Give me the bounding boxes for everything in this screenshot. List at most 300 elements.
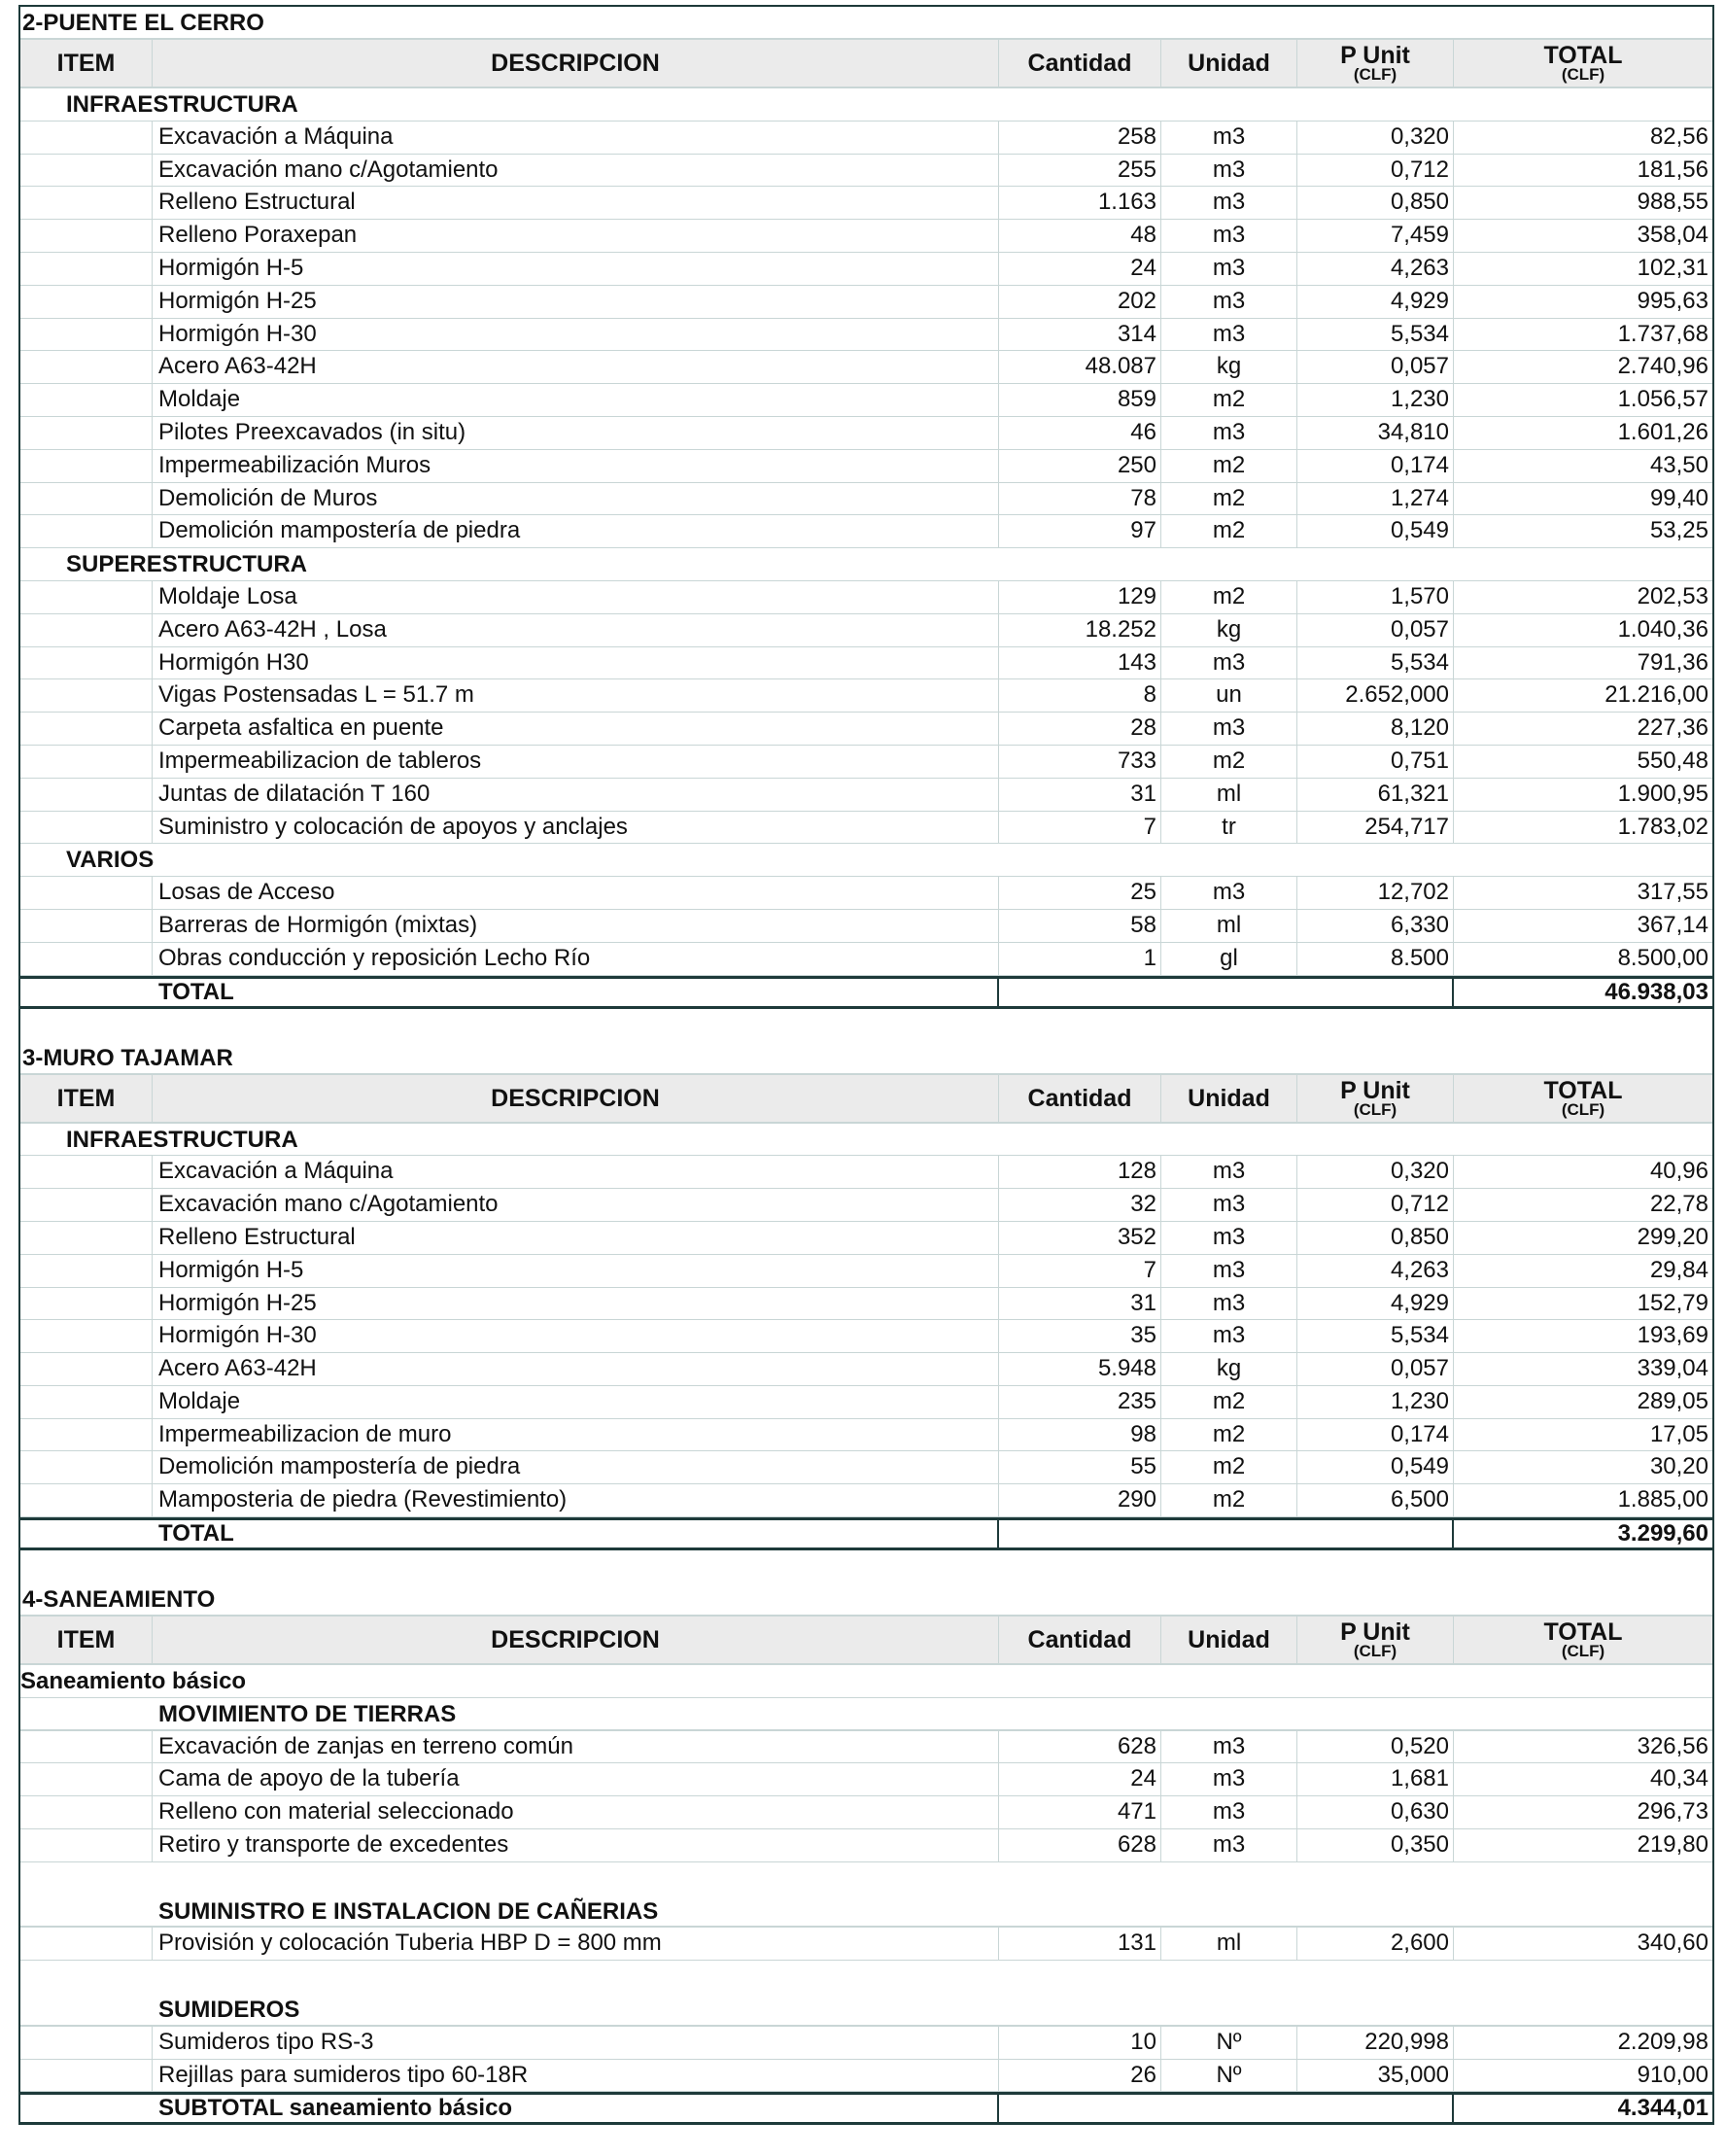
quantity-cell: 97 (999, 515, 1161, 547)
item-cell (20, 384, 153, 416)
total-cell: 30,20 (1649, 1453, 1708, 1480)
table-row (20, 1451, 1712, 1484)
header-punit-currency: (CLF) (1353, 65, 1397, 84)
total-value: 4.344,01 (1617, 2095, 1708, 2122)
unit-cell: ml (1161, 910, 1297, 942)
unit-price-cell: 1,274 (1297, 483, 1454, 515)
table-row (20, 1320, 1712, 1353)
total-cell: 339,04 (1637, 1355, 1708, 1382)
unit-cell: m2 (1161, 746, 1297, 778)
item-cell (20, 417, 153, 449)
quantity-cell: 628 (999, 1829, 1161, 1861)
blank-row (20, 1961, 1712, 1994)
table-row (20, 286, 1712, 319)
table-row (20, 1928, 1712, 1961)
header-total-label: TOTAL (1543, 1618, 1623, 1647)
quantity-cell: 7 (999, 812, 1161, 844)
quantity-cell: 5.948 (999, 1353, 1161, 1385)
unit-price-cell: 8.500 (1297, 943, 1454, 975)
table-row (20, 1829, 1712, 1862)
item-cell (20, 155, 153, 187)
header-punit-currency: (CLF) (1353, 1642, 1397, 1661)
table-row (20, 220, 1712, 253)
unit-price-cell: 0,320 (1297, 1156, 1454, 1188)
description-cell: Relleno Poraxepan (153, 220, 999, 252)
table-row (20, 581, 1712, 614)
unit-cell: m2 (1161, 450, 1297, 482)
group-label: SUMINISTRO E INSTALACION DE CAÑERIAS (20, 1895, 1712, 1929)
total-value: 46.938,03 (1604, 978, 1708, 1005)
unit-cell: ml (1161, 779, 1297, 811)
quantity-cell: 255 (999, 155, 1161, 187)
unit-price-cell: 61,321 (1297, 779, 1454, 811)
total-cell: 40,96 (1649, 1158, 1708, 1185)
quantity-cell: 8 (999, 679, 1161, 712)
section-title: 2-PUENTE EL CERRO (20, 7, 1712, 40)
unit-cell: m3 (1161, 647, 1297, 679)
table-row (20, 1255, 1712, 1288)
unit-cell: m3 (1161, 286, 1297, 318)
description-cell: Impermeabilización Muros (153, 450, 999, 482)
unit-price-cell: 2,600 (1297, 1928, 1454, 1960)
table-row (20, 417, 1712, 450)
description-cell: Relleno con material seleccionado (153, 1796, 999, 1828)
unit-cell: kg (1161, 1353, 1297, 1385)
unit-price-cell: 0,350 (1297, 1829, 1454, 1861)
item-cell (20, 351, 153, 383)
table-row (20, 910, 1712, 943)
header-descripcion: DESCRIPCION (153, 40, 999, 87)
group-label: SUMIDEROS (20, 1994, 1712, 2027)
item-cell (20, 943, 153, 975)
unit-cell: Nº (1161, 2060, 1297, 2092)
description-cell: Hormigón H30 (153, 647, 999, 679)
item-cell (20, 483, 153, 515)
category-label: Saneamiento básico (20, 1665, 1712, 1698)
table-row (20, 384, 1712, 417)
description-cell: Impermeabilizacion de muro (153, 1419, 999, 1451)
description-cell: Losas de Acceso (153, 877, 999, 909)
description-cell: Excavación mano c/Agotamiento (153, 1189, 999, 1221)
item-cell (20, 2060, 153, 2092)
total-cell: 358,04 (1637, 222, 1708, 249)
unit-price-cell: 34,810 (1297, 417, 1454, 449)
item-cell (20, 1451, 153, 1483)
unit-cell: m2 (1161, 1386, 1297, 1418)
header-punit-label: P Unit (1340, 1076, 1410, 1104)
item-cell (20, 286, 153, 318)
unit-cell: m2 (1161, 483, 1297, 515)
unit-cell: m3 (1161, 253, 1297, 285)
unit-cell: m3 (1161, 187, 1297, 219)
quantity-cell: 26 (999, 2060, 1161, 2092)
item-cell (20, 253, 153, 285)
total-cell: 2.740,96 (1617, 353, 1708, 380)
table-row (20, 1484, 1712, 1517)
table-row (20, 647, 1712, 680)
item-cell (20, 1484, 153, 1516)
total-cell: 326,56 (1637, 1732, 1708, 1759)
unit-cell: m3 (1161, 122, 1297, 154)
item-cell (20, 515, 153, 547)
table-header (20, 1617, 1712, 1665)
section-body (20, 1665, 1712, 2092)
table-row (20, 1288, 1712, 1321)
quantity-cell: 25 (999, 877, 1161, 909)
item-cell (20, 2027, 153, 2059)
unit-price-cell: 6,500 (1297, 1484, 1454, 1516)
unit-price-cell: 0,174 (1297, 1419, 1454, 1451)
unit-price-cell: 1,681 (1297, 1763, 1454, 1795)
unit-price-cell: 0,057 (1297, 1353, 1454, 1385)
unit-price-cell: 0,850 (1297, 1222, 1454, 1254)
header-punit-label: P Unit (1340, 1618, 1410, 1647)
unit-cell: m3 (1161, 1222, 1297, 1254)
quantity-cell: 250 (999, 450, 1161, 482)
unit-price-cell: 2.652,000 (1297, 679, 1454, 712)
total-cell: 193,69 (1637, 1322, 1708, 1349)
unit-price-cell: 1,570 (1297, 581, 1454, 613)
section-total-row (20, 1517, 1712, 1550)
header-cantidad: Cantidad (999, 1075, 1161, 1122)
quantity-cell: 46 (999, 417, 1161, 449)
item-cell (20, 1928, 153, 1960)
unit-price-cell: 0,057 (1297, 351, 1454, 383)
description-cell: Juntas de dilatación T 160 (153, 779, 999, 811)
total-cell: 367,14 (1637, 911, 1708, 938)
unit-price-cell: 5,534 (1297, 647, 1454, 679)
total-cell: 227,36 (1637, 714, 1708, 742)
total-label: TOTAL (153, 979, 999, 1006)
total-cell: 550,48 (1637, 747, 1708, 774)
total-cell: 219,80 (1637, 1831, 1708, 1859)
item-cell (20, 1189, 153, 1221)
unit-price-cell: 220,998 (1297, 2027, 1454, 2059)
quantity-cell: 733 (999, 746, 1161, 778)
item-cell (20, 187, 153, 219)
item-cell (20, 746, 153, 778)
header-unidad: Unidad (1161, 1617, 1297, 1663)
header-unidad: Unidad (1161, 40, 1297, 87)
unit-cell: kg (1161, 351, 1297, 383)
unit-cell: m3 (1161, 1829, 1297, 1861)
table-row (20, 483, 1712, 516)
section-title: 4-SANEAMIENTO (20, 1583, 1712, 1617)
item-cell (20, 679, 153, 712)
section-total-row (20, 976, 1712, 1009)
unit-price-cell: 0,549 (1297, 1451, 1454, 1483)
section-title: 3-MURO TAJAMAR (20, 1042, 1712, 1075)
quantity-cell: 258 (999, 122, 1161, 154)
unit-cell: ml (1161, 1928, 1297, 1960)
table-row (20, 779, 1712, 812)
item-cell (20, 1731, 153, 1763)
description-cell: Hormigón H-30 (153, 319, 999, 351)
total-cell: 202,53 (1637, 582, 1708, 609)
table-row (20, 1731, 1712, 1764)
total-cell: 43,50 (1649, 451, 1708, 478)
total-cell: 289,05 (1637, 1387, 1708, 1414)
quantity-cell: 859 (999, 384, 1161, 416)
unit-price-cell: 0,630 (1297, 1796, 1454, 1828)
unit-price-cell: 4,929 (1297, 286, 1454, 318)
item-cell (20, 877, 153, 909)
quantity-cell: 1.163 (999, 187, 1161, 219)
total-cell: 102,31 (1637, 254, 1708, 281)
unit-price-cell: 5,534 (1297, 319, 1454, 351)
unit-cell: m2 (1161, 1451, 1297, 1483)
table-row (20, 187, 1712, 220)
table-row (20, 812, 1712, 845)
description-cell: Acero A63-42H (153, 351, 999, 383)
unit-price-cell: 1,230 (1297, 384, 1454, 416)
total-cell: 988,55 (1637, 189, 1708, 216)
quantity-cell: 55 (999, 1451, 1161, 1483)
item-cell (20, 1156, 153, 1188)
description-cell: Obras conducción y reposición Lecho Río (153, 943, 999, 975)
table-row (20, 319, 1712, 352)
table-row (20, 1419, 1712, 1452)
quantity-cell: 235 (999, 1386, 1161, 1418)
header-cantidad: Cantidad (999, 40, 1161, 87)
table-row (20, 679, 1712, 713)
table-row (20, 1156, 1712, 1189)
unit-price-cell: 7,459 (1297, 220, 1454, 252)
table-row (20, 1796, 1712, 1829)
group-label: VARIOS (20, 844, 1712, 877)
quantity-cell: 628 (999, 1731, 1161, 1763)
quantity-cell: 314 (999, 319, 1161, 351)
section-body (20, 88, 1712, 976)
total-cell: 29,84 (1649, 1256, 1708, 1283)
unit-cell: m2 (1161, 1419, 1297, 1451)
group-label: INFRAESTRUCTURA (20, 1124, 1712, 1157)
quantity-cell: 7 (999, 1255, 1161, 1287)
total-value: 3.299,60 (1617, 1520, 1708, 1547)
description-cell: Excavación de zanjas en terreno común (153, 1731, 999, 1763)
unit-cell: m2 (1161, 384, 1297, 416)
table-row (20, 943, 1712, 976)
description-cell: Vigas Postensadas L = 51.7 m (153, 679, 999, 712)
unit-cell: un (1161, 679, 1297, 712)
header-total (1454, 1075, 1712, 1122)
item-cell (20, 450, 153, 482)
total-cell: 296,73 (1637, 1798, 1708, 1826)
item-cell (20, 319, 153, 351)
item-cell (20, 713, 153, 745)
description-cell: Hormigón H-5 (153, 253, 999, 285)
table-row (20, 877, 1712, 910)
section-body (20, 1124, 1712, 1518)
description-cell: Barreras de Hormigón (mixtas) (153, 910, 999, 942)
description-cell: Excavación a Máquina (153, 122, 999, 154)
item-cell (20, 122, 153, 154)
group-label: MOVIMIENTO DE TIERRAS (20, 1698, 1712, 1731)
quantity-cell: 143 (999, 647, 1161, 679)
unit-price-cell: 254,717 (1297, 812, 1454, 844)
total-cell: 99,40 (1649, 484, 1708, 511)
unit-cell: m3 (1161, 1763, 1297, 1795)
unit-price-cell: 0,549 (1297, 515, 1454, 547)
unit-cell: m3 (1161, 220, 1297, 252)
header-punit (1297, 1617, 1454, 1663)
table-row (20, 614, 1712, 647)
quantity-cell: 24 (999, 1763, 1161, 1795)
description-cell: Hormigón H-25 (153, 286, 999, 318)
quantity-cell: 1 (999, 943, 1161, 975)
quantity-cell: 290 (999, 1484, 1161, 1516)
unit-cell: m3 (1161, 1156, 1297, 1188)
quantity-cell: 202 (999, 286, 1161, 318)
unit-cell: m2 (1161, 581, 1297, 613)
header-unidad: Unidad (1161, 1075, 1297, 1122)
total-cell: 1.783,02 (1617, 813, 1708, 840)
item-cell (20, 812, 153, 844)
unit-cell: m3 (1161, 713, 1297, 745)
header-total-currency: (CLF) (1561, 1099, 1605, 1119)
unit-cell: m3 (1161, 1255, 1297, 1287)
description-cell: Rejillas para sumideros tipo 60-18R (153, 2060, 999, 2092)
quantity-cell: 32 (999, 1189, 1161, 1221)
quantity-cell: 48.087 (999, 351, 1161, 383)
section-total-row (20, 2092, 1712, 2125)
description-cell: Cama de apoyo de la tubería (153, 1763, 999, 1795)
table-row (20, 351, 1712, 384)
table-row (20, 253, 1712, 286)
quantity-cell: 18.252 (999, 614, 1161, 646)
description-cell: Moldaje Losa (153, 581, 999, 613)
description-cell: Sumideros tipo RS-3 (153, 2027, 999, 2059)
unit-cell: Nº (1161, 2027, 1297, 2059)
quantity-cell: 98 (999, 1419, 1161, 1451)
unit-price-cell: 6,330 (1297, 910, 1454, 942)
table-row (20, 2027, 1712, 2060)
total-cell: 1.885,00 (1617, 1486, 1708, 1513)
unit-cell: kg (1161, 614, 1297, 646)
unit-price-cell: 0,751 (1297, 746, 1454, 778)
header-total-label: TOTAL (1543, 42, 1623, 69)
description-cell: Retiro y transporte de excedentes (153, 1829, 999, 1861)
table-row (20, 746, 1712, 779)
header-cantidad: Cantidad (999, 1617, 1161, 1663)
unit-price-cell: 4,263 (1297, 1255, 1454, 1287)
description-cell: Excavación mano c/Agotamiento (153, 155, 999, 187)
unit-price-cell: 0,520 (1297, 1731, 1454, 1763)
total-cell: 40,34 (1649, 1765, 1708, 1792)
header-total (1454, 40, 1712, 87)
item-cell (20, 1353, 153, 1385)
description-cell: Demolición mampostería de piedra (153, 1451, 999, 1483)
table-row (20, 1763, 1712, 1796)
table-row (20, 450, 1712, 483)
description-cell: Demolición mampostería de piedra (153, 515, 999, 547)
quantity-cell: 58 (999, 910, 1161, 942)
quantity-cell: 35 (999, 1320, 1161, 1352)
item-cell (20, 220, 153, 252)
quantity-cell: 129 (999, 581, 1161, 613)
unit-price-cell: 0,320 (1297, 122, 1454, 154)
unit-cell: m3 (1161, 155, 1297, 187)
header-descripcion: DESCRIPCION (153, 1617, 999, 1663)
quantity-cell: 471 (999, 1796, 1161, 1828)
item-cell (20, 1386, 153, 1418)
blank-row (20, 1862, 1712, 1895)
header-punit-label: P Unit (1340, 42, 1410, 69)
total-cell: 21.216,00 (1604, 681, 1708, 709)
description-cell: Hormigón H-30 (153, 1320, 999, 1352)
total-cell: 22,78 (1649, 1191, 1708, 1218)
description-cell: Carpeta asfaltica en puente (153, 713, 999, 745)
quantity-cell: 131 (999, 1928, 1161, 1960)
total-cell: 317,55 (1637, 879, 1708, 906)
table-row (20, 1222, 1712, 1255)
unit-cell: m3 (1161, 1731, 1297, 1763)
total-label: SUBTOTAL saneamiento básico (153, 2095, 999, 2122)
description-cell: Acero A63-42H , Losa (153, 614, 999, 646)
total-cell: 82,56 (1649, 122, 1708, 150)
item-cell (20, 647, 153, 679)
item-cell (20, 1796, 153, 1828)
total-cell: 1.737,68 (1617, 320, 1708, 347)
unit-cell: tr (1161, 812, 1297, 844)
table-row (20, 155, 1712, 188)
header-total-label: TOTAL (1543, 1076, 1623, 1104)
description-cell: Mamposteria de piedra (Revestimiento) (153, 1484, 999, 1516)
header-descripcion: DESCRIPCION (153, 1075, 999, 1122)
item-cell (20, 779, 153, 811)
header-total (1454, 1617, 1712, 1663)
item-cell (20, 614, 153, 646)
total-cell: 340,60 (1637, 1930, 1708, 1957)
item-cell (20, 1419, 153, 1451)
quantity-cell: 31 (999, 1288, 1161, 1320)
table-row (20, 122, 1712, 155)
table-row (20, 1189, 1712, 1222)
unit-price-cell: 35,000 (1297, 2060, 1454, 2092)
unit-price-cell: 0,174 (1297, 450, 1454, 482)
total-cell: 8.500,00 (1617, 944, 1708, 971)
unit-price-cell: 4,929 (1297, 1288, 1454, 1320)
unit-cell: m2 (1161, 515, 1297, 547)
header-item: ITEM (20, 40, 153, 87)
unit-price-cell: 0,057 (1297, 614, 1454, 646)
total-cell: 910,00 (1637, 2061, 1708, 2088)
unit-price-cell: 1,230 (1297, 1386, 1454, 1418)
unit-cell: m2 (1161, 1484, 1297, 1516)
unit-cell: m3 (1161, 877, 1297, 909)
header-punit-currency: (CLF) (1353, 1099, 1397, 1119)
total-cell: 995,63 (1637, 287, 1708, 314)
quantity-cell: 28 (999, 713, 1161, 745)
header-total-currency: (CLF) (1561, 1642, 1605, 1661)
group-label: INFRAESTRUCTURA (20, 88, 1712, 122)
total-cell: 1.900,95 (1617, 780, 1708, 807)
description-cell: Pilotes Preexcavados (in situ) (153, 417, 999, 449)
total-cell: 299,20 (1637, 1223, 1708, 1250)
unit-price-cell: 5,534 (1297, 1320, 1454, 1352)
item-cell (20, 581, 153, 613)
header-item: ITEM (20, 1075, 153, 1122)
item-cell (20, 1255, 153, 1287)
unit-cell: m3 (1161, 1796, 1297, 1828)
unit-price-cell: 8,120 (1297, 713, 1454, 745)
budget-sheet (18, 5, 1714, 2125)
item-cell (20, 1829, 153, 1861)
item-cell (20, 1222, 153, 1254)
item-cell (20, 1288, 153, 1320)
quantity-cell: 24 (999, 253, 1161, 285)
total-cell: 1.601,26 (1617, 418, 1708, 445)
